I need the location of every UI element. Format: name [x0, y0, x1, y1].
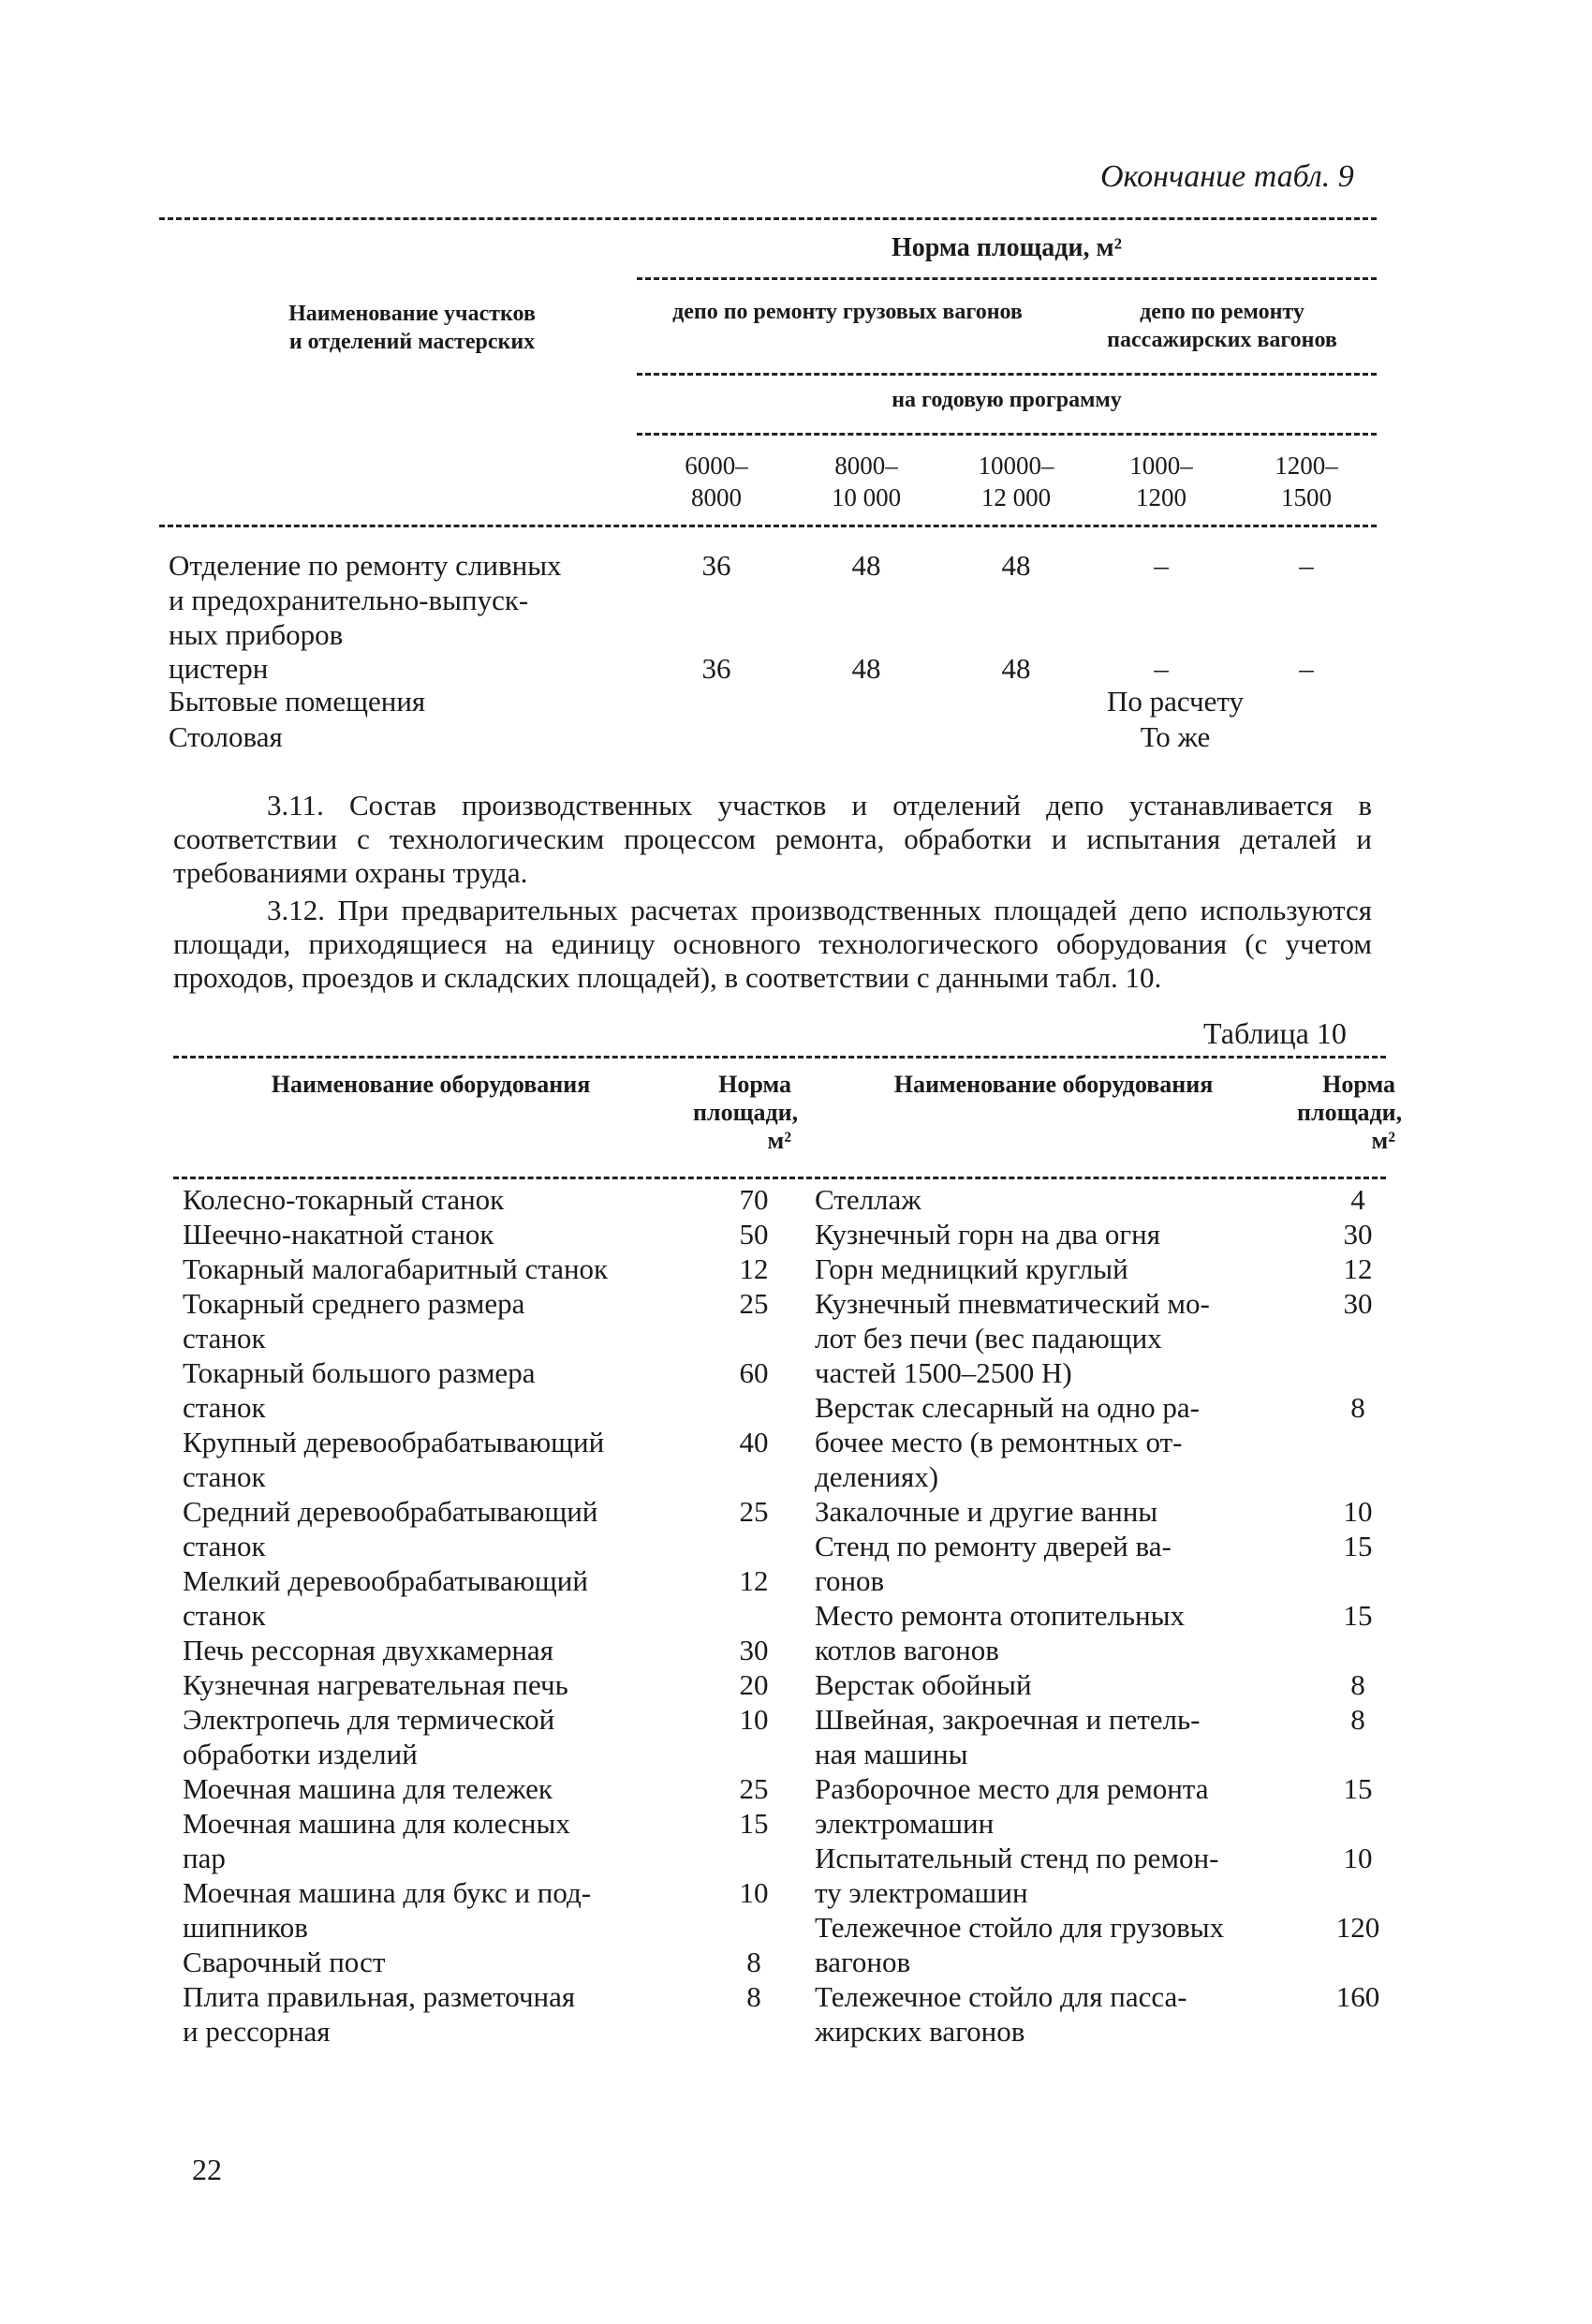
table10-header-bottom-rule	[173, 1177, 1386, 1179]
table10-left-item-value: 12	[739, 1252, 769, 1285]
table10-right-item-name: Стенд по ремонту дверей ва- гонов	[815, 1530, 1172, 1597]
table10-left-item-name: Шеечно-накатной станок	[183, 1218, 494, 1251]
table10-right-item-value: 120	[1335, 1911, 1380, 1944]
table9-cell-value: –	[1154, 549, 1169, 582]
table10-left-item-value: 70	[739, 1183, 769, 1216]
table10-left-item-name: Токарный среднего размера станок	[183, 1287, 525, 1354]
table10-right-item-name: Тележечное стойло для грузовых вагонов	[815, 1911, 1225, 1978]
table10-right-item-name: Закалочные и другие ванны	[815, 1495, 1158, 1528]
table9-cell-value: –	[1299, 652, 1314, 685]
table10-left-item-name: Токарный большого размера станок	[183, 1356, 536, 1424]
table10-right-item-name: Стеллаж	[815, 1183, 921, 1216]
table9-cell-value: 48	[1001, 549, 1031, 582]
table9-row-name-header: Наименование участков и отделений мастерских	[288, 302, 536, 354]
table10-right-item-name: Испытательный стенд по ремон- ту электромашин	[815, 1842, 1219, 1909]
table10-right-item-value: 15	[1343, 1772, 1373, 1805]
table9-cell-value: 48	[851, 549, 881, 582]
table9-row-name: Отделение по ремонту сливных и предохранительно-выпуск- ных приборов	[169, 549, 562, 651]
table9-freight-header: депо по ремонту грузовых вагонов	[672, 300, 1023, 324]
table9-rule-depots	[637, 373, 1377, 376]
table9-cell-value: –	[1154, 652, 1169, 685]
table9-cell-note: По расчету	[1106, 685, 1245, 718]
table9-rule-norm	[637, 277, 1377, 280]
table9-passenger-header: депо по ремонту пассажирских вагонов	[1107, 300, 1337, 352]
table9-program-1: 8000– 10 000	[831, 451, 902, 511]
table10-right-item-value: 160	[1335, 1980, 1380, 2013]
table10-left-item-name: Электропечь для термической обработки изделий	[183, 1703, 555, 1770]
table10-left-item-name: Моечная машина для букс и под- шипников	[183, 1876, 592, 1944]
table10-right-item-name: Тележечное стойло для пасса- жирских вагонов	[815, 1980, 1187, 2048]
table10-left-item-value: 8	[746, 1946, 761, 1978]
table10-right-item-value: 12	[1343, 1252, 1373, 1285]
table10-right-item-value: 30	[1343, 1287, 1373, 1320]
table10-left-item-name: Печь рессорная двухкамерная	[183, 1634, 553, 1666]
table10-left-item-name: Средний деревообрабатывающий станок	[183, 1495, 598, 1562]
table9-cell-value: 36	[701, 652, 731, 685]
page-number: 22	[192, 2153, 222, 2186]
table10-right-item-name: Швейная, закроечная и петель- ная машины	[815, 1703, 1201, 1770]
table10-right-item-value: 30	[1343, 1218, 1373, 1251]
table10-left-item-value: 25	[739, 1772, 769, 1805]
table10-right-item-value: 15	[1343, 1530, 1373, 1562]
table9-cell-value: 48	[1001, 652, 1031, 685]
table9-caption: Окончание табл. 9	[1100, 159, 1354, 194]
table10-right-item-value: 15	[1343, 1599, 1373, 1632]
table10-norm-header-left: Норма площади, м²	[693, 1071, 799, 1154]
table10-left-item-value: 25	[739, 1287, 769, 1320]
table9-cell-value: 36	[701, 549, 731, 582]
table10-left-item-value: 40	[739, 1426, 769, 1458]
table9-program-0: 6000– 8000	[685, 451, 748, 511]
paragraph-3-12: 3.12. При предварительных расчетах производственных площадей депо используются площади, приходящиеся на единицу основного технологического оборудования (с учетом проходов, проездов и складских площадей), в соответствии с данными табл. 10.	[173, 894, 1372, 994]
table10-right-item-name: Горн медницкий круглый	[815, 1252, 1128, 1285]
table10-equipment-header-right: Наименование оборудования	[893, 1071, 1214, 1098]
table10-left-item-name: Токарный малогабаритный станок	[183, 1252, 609, 1285]
table9-row-name: цистерн	[169, 652, 269, 685]
table10-left-item-name: Сварочный пост	[183, 1946, 386, 1978]
table10-right-item-name: Верстак обойный	[815, 1668, 1032, 1701]
table10-left-item-name: Мелкий деревообрабатывающий станок	[183, 1564, 588, 1632]
table10-equipment-header-left: Наименование оборудования	[271, 1071, 591, 1098]
table10-left-item-value: 20	[739, 1668, 769, 1701]
table9-row-name: Столовая	[169, 720, 283, 753]
table10-norm-header-right: Норма площади, м²	[1297, 1071, 1403, 1154]
table9-top-rule	[159, 217, 1377, 220]
table9-cell-value: 48	[851, 652, 881, 685]
table9-row-name: Бытовые помещения	[169, 685, 426, 718]
table10-left-item-name: Моечная машина для колесных пар	[183, 1807, 570, 1874]
table9-header-bottom-rule	[159, 525, 1377, 527]
table10-left-item-value: 8	[746, 1980, 761, 2013]
table10-right-item-value: 8	[1350, 1668, 1365, 1701]
table10-left-item-name: Крупный деревообрабатывающий станок	[183, 1426, 605, 1493]
table10-right-item-value: 10	[1343, 1842, 1373, 1874]
table10-right-item-value: 8	[1350, 1391, 1365, 1424]
table10-left-item-value: 15	[739, 1807, 769, 1840]
table10-right-item-value: 4	[1350, 1183, 1365, 1216]
table10-left-item-name: Плита правильная, разметочная и рессорная	[183, 1980, 576, 2048]
table10-right-item-name: Разборочное место для ремонта электромашин	[815, 1772, 1209, 1840]
table10-left-item-name: Колесно-токарный станок	[183, 1183, 505, 1216]
table10-left-item-value: 30	[739, 1634, 769, 1666]
table10-left-item-value: 60	[739, 1356, 769, 1389]
table10-caption: Таблица 10	[1203, 1016, 1347, 1050]
table9-cell-value: –	[1299, 549, 1314, 582]
table9-program-3: 1000– 1200	[1129, 451, 1193, 511]
table10-left-item-name: Кузнечная нагревательная печь	[183, 1668, 568, 1701]
table9-rule-program	[637, 433, 1377, 436]
paragraph-3-11: 3.11. Состав производственных участков и отделений депо устанавливается в соответствии с технологическим процессом ремонта, обработки и испытания деталей и требованиями охраны труда.	[173, 789, 1372, 889]
table10-right-item-name: Верстак слесарный на одно ра- бочее место (в ремонтных от- делениях)	[815, 1391, 1201, 1493]
table10-left-item-value: 12	[739, 1564, 769, 1597]
table10-right-item-name: Место ремонта отопительных котлов вагонов	[815, 1599, 1185, 1666]
table9-annual-program-header: на годовую программу	[892, 388, 1122, 412]
table9-norm-header: Норма площади, м²	[891, 233, 1123, 262]
table10-right-item-value: 10	[1343, 1495, 1373, 1528]
table9-program-4: 1200– 1500	[1275, 451, 1338, 511]
table10-right-item-name: Кузнечный горн на два огня	[815, 1218, 1160, 1251]
table10-left-item-value: 10	[739, 1876, 769, 1909]
table10-right-item-value: 8	[1350, 1703, 1365, 1736]
table10-left-item-value: 50	[739, 1218, 769, 1251]
table9-cell-note: То же	[1140, 720, 1211, 753]
table10-top-rule	[173, 1056, 1386, 1058]
table10-left-item-value: 10	[739, 1703, 769, 1736]
table10-right-item-name: Кузнечный пневматический мо- лот без печи (вес падающих частей 1500–2500 Н)	[815, 1287, 1210, 1389]
table10-left-item-value: 25	[739, 1495, 769, 1528]
table10-left-item-name: Моечная машина для тележек	[183, 1772, 553, 1805]
table9-program-2: 10000– 12 000	[978, 451, 1054, 511]
